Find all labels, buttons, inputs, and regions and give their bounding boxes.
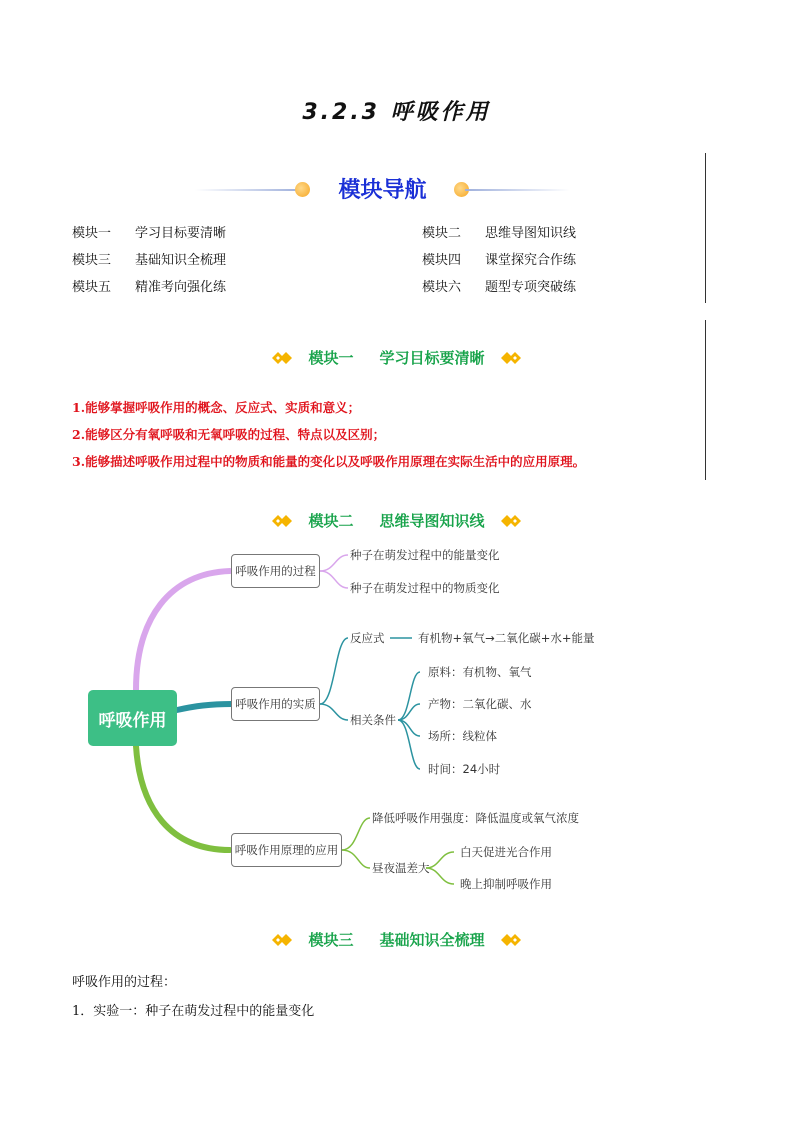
section-header-knowledge [0,929,793,953]
node-diff-child-2: 晚上抑制呼吸作用 [460,877,552,891]
section-header-mindmap [0,510,793,534]
document-title: 3.2.3 呼吸作用 [302,100,491,125]
diamond-arrow-icon [270,349,294,367]
nav-item-4[interactable]: 模块四 课堂探究合作练 [422,253,577,268]
nav-item-6[interactable]: 模块六 题型专项突破练 [422,280,577,295]
node-conditions-label: 相关条件 [350,713,396,727]
body-line-1: 呼吸作用的过程： [72,975,177,990]
node-process-child-1: 种子在萌发过程中的能量变化 [350,548,500,562]
margin-line-top [705,153,706,303]
nav-item-1[interactable]: 模块一 学习目标要清晰 [72,226,227,241]
node-essence: 呼吸作用的实质 [231,687,320,721]
node-reduce: 降低呼吸作用强度：降低温度或氧气浓度 [372,811,579,825]
goal-item: 3.能够描述呼吸作用过程中的物质和能量的变化以及呼吸作用原理在实际生活中的应用原理。 [72,454,586,469]
navigation-banner [195,170,570,210]
node-process-child-2: 种子在萌发过程中的物质变化 [350,581,500,595]
section-title: 模块一 学习目标要清晰 [308,349,485,367]
goal-item: 2.能够区分有氧呼吸和无氧呼吸的过程、特点以及区别； [72,427,386,442]
node-condition-2: 产物：二氧化碳、水 [428,697,532,711]
navigation-heading: 模块导航 [338,178,427,203]
banner-line-right [465,189,570,191]
node-application: 呼吸作用原理的应用 [231,833,342,867]
diamond-arrow-icon [499,512,523,530]
node-condition-4: 时间：24小时 [428,762,501,776]
nav-item-2[interactable]: 模块二 思维导图知识线 [422,226,577,241]
nav-item-3[interactable]: 模块三 基础知识全梳理 [72,253,227,268]
margin-line-bottom [705,320,706,480]
mind-map [80,538,600,898]
diamond-arrow-icon [499,931,523,949]
nav-item-5[interactable]: 模块五 精准考向强化练 [72,280,227,295]
section-title: 模块二 思维导图知识线 [308,512,485,530]
node-condition-3: 场所：线粒体 [428,729,497,743]
node-process: 呼吸作用的过程 [231,554,320,588]
goal-item: 1.能够掌握呼吸作用的概念、反应式、实质和意义； [72,400,361,415]
body-line-2: 1．实验一：种子在萌发过程中的能量变化 [72,1004,315,1019]
diamond-arrow-icon [270,512,294,530]
node-diff-label: 昼夜温差大 [372,861,430,875]
section-header-goals [0,347,793,371]
node-condition-1: 原料：有机物、氧气 [428,665,532,679]
diamond-arrow-icon [499,349,523,367]
node-reaction-label: 反应式 [350,631,385,645]
section-title: 模块三 基础知识全梳理 [308,931,485,949]
diamond-arrow-icon [270,931,294,949]
node-diff-child-1: 白天促进光合作用 [460,845,552,859]
mind-map-root: 呼吸作用 [88,690,177,746]
learning-goals [72,398,585,479]
node-reaction: 有机物+氧气→二氧化碳+水+能量 [418,631,595,645]
